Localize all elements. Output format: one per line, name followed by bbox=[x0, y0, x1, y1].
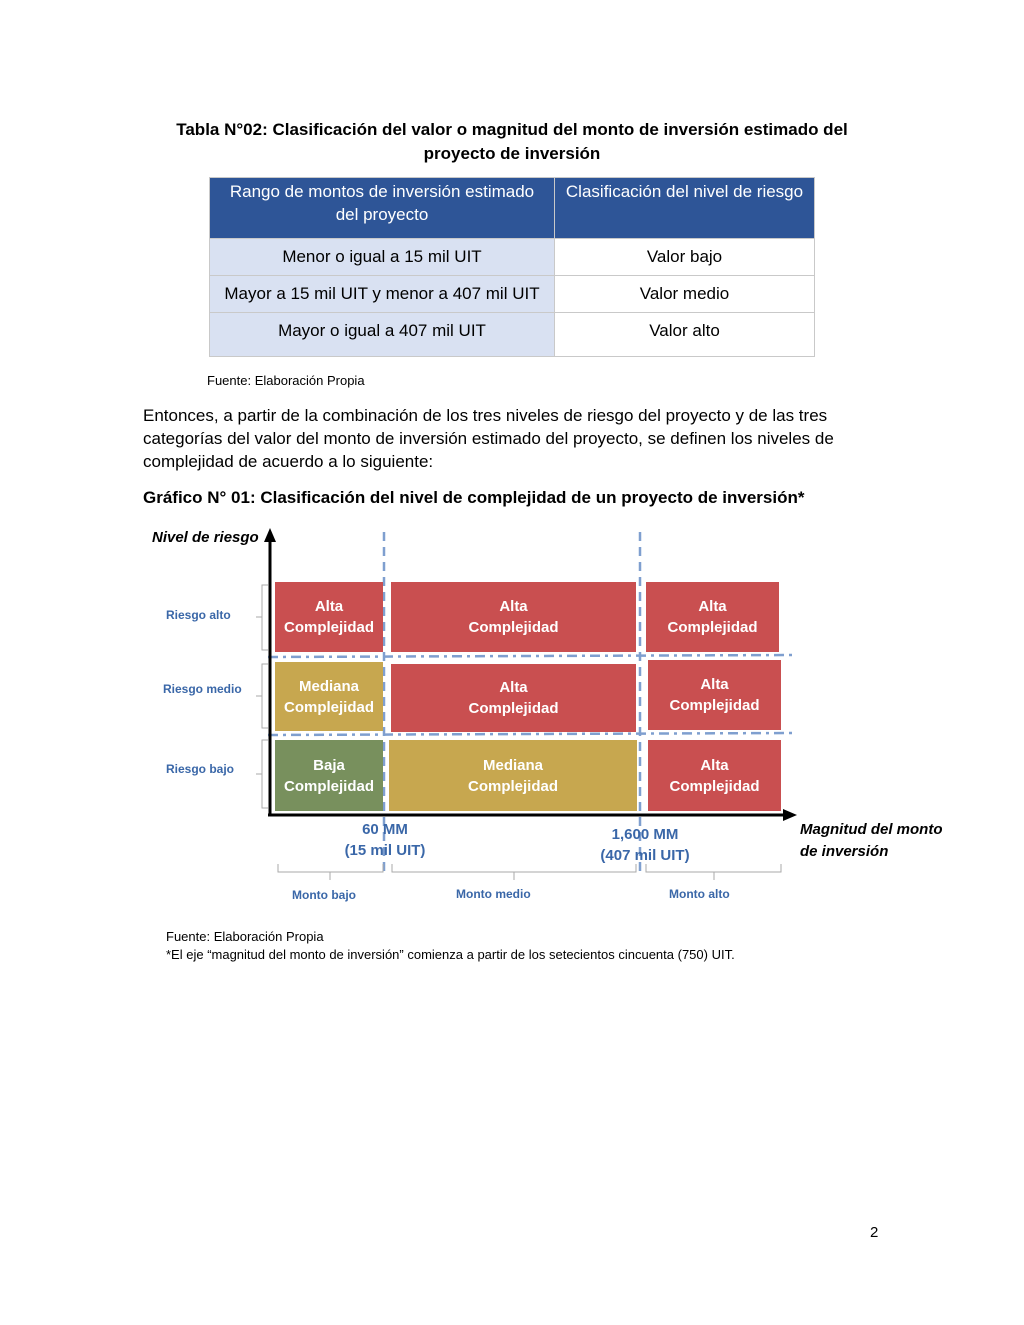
chart-footnote: *El eje “magnitud del monto de inversión” comienza a partir de los setecientos cincuenta (750) UIT. bbox=[166, 947, 735, 962]
amount-label-bajo: Monto bajo bbox=[292, 888, 356, 902]
threshold-label-1: 60 MM (15 mil UIT) bbox=[344, 821, 426, 859]
cell-range: Mayor a 15 mil UIT y menor a 407 mil UIT bbox=[210, 276, 555, 313]
cell-alto-alto: Alta Complejidad bbox=[646, 582, 779, 652]
risk-label-bajo: Riesgo bajo bbox=[166, 762, 235, 776]
bracket-riesgo-medio bbox=[256, 664, 268, 728]
amount-label-medio: Monto medio bbox=[456, 887, 531, 901]
body-paragraph: Entonces, a partir de la combinación de los tres niveles de riesgo del proyecto y de las tres categorías del valor del monto de inversión estimado del proyecto, se definen los niveles de complejidad de acuerdo a lo siguiente: bbox=[143, 406, 834, 471]
cell-level: Valor alto bbox=[555, 313, 815, 357]
threshold-label-2: 1,600 MM (407 mil UIT) bbox=[600, 826, 690, 864]
risk-label-medio: Riesgo medio bbox=[163, 682, 242, 696]
table-title-line1: Tabla N°02: Clasificación del valor o magnitud del monto de inversión estimado del bbox=[176, 120, 848, 139]
cell-bajo-bajo: Baja Complejidad bbox=[275, 740, 383, 811]
header-level: Clasificación del nivel de riesgo bbox=[555, 178, 815, 239]
risk-divider-2 bbox=[268, 733, 794, 735]
bracket-riesgo-bajo bbox=[256, 740, 268, 808]
cell-medio-medio: Alta Complejidad bbox=[391, 664, 636, 732]
cell-alto-bajo: Alta Complejidad bbox=[275, 582, 383, 652]
chart-source: Fuente: Elaboración Propia bbox=[166, 929, 324, 944]
bracket-monto-bajo bbox=[278, 864, 383, 880]
cell-level: Valor bajo bbox=[555, 239, 815, 276]
header-range: Rango de montos de inversión estimado del proyecto bbox=[210, 178, 555, 239]
cell-bajo-alto: Alta Complejidad bbox=[648, 740, 781, 811]
x-axis-title-line1: Magnitud del monto bbox=[800, 821, 943, 838]
chart-title: Gráfico N° 01: Clasificación del nivel de complejidad de un proyecto de inversión* bbox=[143, 488, 805, 507]
y-axis-arrow bbox=[264, 528, 276, 542]
chart-notes bbox=[166, 928, 735, 964]
cell-medio-alto: Alta Complejidad bbox=[648, 660, 781, 730]
x-axis-arrow bbox=[783, 809, 797, 821]
y-axis-title: Nivel de riesgo bbox=[152, 529, 259, 546]
cell-range: Menor o igual a 15 mil UIT bbox=[210, 239, 555, 276]
risk-label-alto: Riesgo alto bbox=[166, 608, 231, 622]
bracket-monto-alto bbox=[646, 864, 781, 880]
table-source: Fuente: Elaboración Propia bbox=[207, 373, 365, 388]
cell-level: Valor medio bbox=[555, 276, 815, 313]
cell-bajo-medio: Mediana Complejidad bbox=[389, 740, 637, 811]
x-axis-title bbox=[800, 819, 942, 863]
x-axis-title-line2: de inversión bbox=[800, 843, 889, 860]
table-title-line2: proyecto de inversión bbox=[423, 144, 601, 163]
cell-medio-bajo: Mediana Complejidad bbox=[275, 662, 383, 731]
cell-alto-medio: Alta Complejidad bbox=[391, 582, 636, 652]
risk-divider-1 bbox=[268, 655, 794, 657]
bracket-monto-medio bbox=[392, 864, 636, 880]
cell-range: Mayor o igual a 407 mil UIT bbox=[210, 313, 555, 357]
bracket-riesgo-alto bbox=[256, 585, 268, 650]
amount-label-alto: Monto alto bbox=[669, 887, 730, 901]
page-number: 2 bbox=[870, 1224, 879, 1241]
